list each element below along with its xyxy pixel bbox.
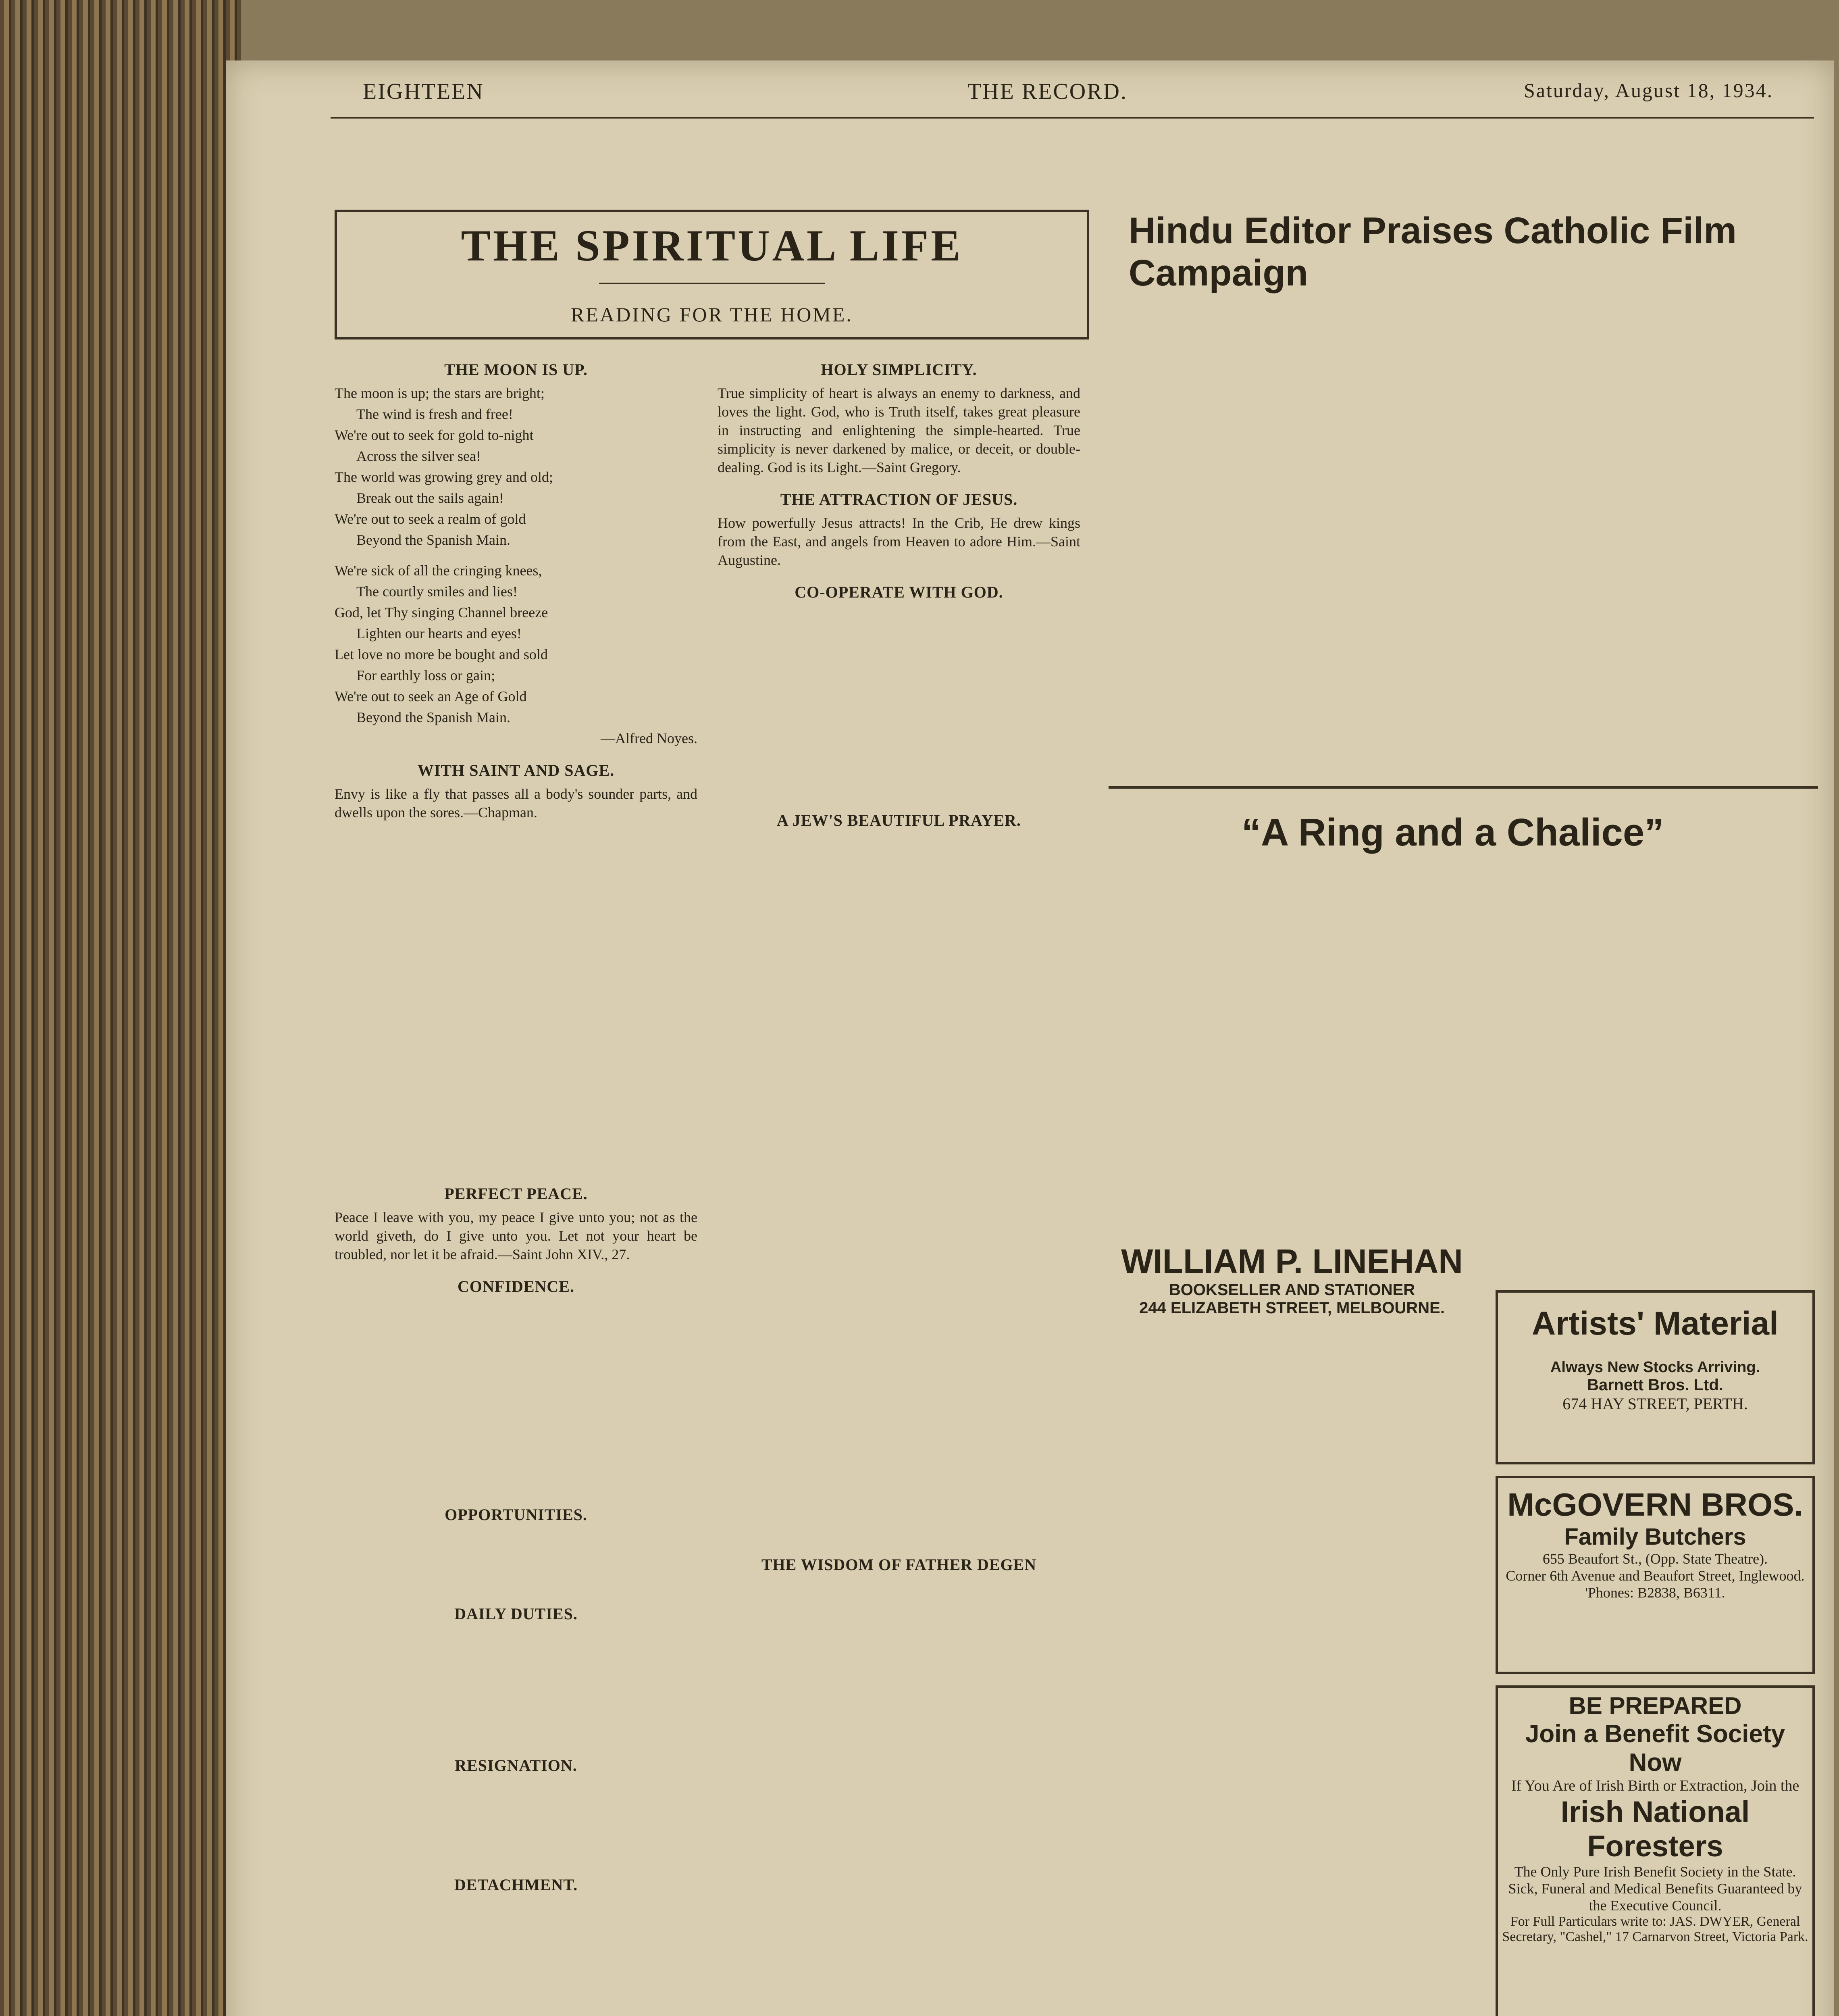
- artists-material-ad: [1496, 1290, 1815, 1464]
- moon-poem-line: The wind is fresh and free!: [356, 406, 513, 422]
- moon-poem-line: The world was growing grey and old;: [335, 469, 553, 485]
- saint-sage-text: Envy is like a fly that passes all a body's sounder parts, and dwells upon the sores.—Chapman.: [335, 786, 697, 821]
- mcgovern-line4: 'Phones: B2838, B6311.: [1585, 1585, 1725, 1601]
- spiritual-column-2: [718, 347, 1080, 1579]
- foresters-l1: BE PREPARED: [1569, 1692, 1742, 1719]
- spiritual-life-subtitle: READING FOR THE HOME.: [571, 303, 853, 326]
- moon-poem-line: The courtly smiles and lies!: [356, 583, 518, 600]
- attraction-heading: THE ATTRACTION OF JESUS.: [780, 490, 1018, 508]
- foresters-l6: Sick, Funeral and Medical Benefits Guaranteed by the Executive Council.: [1508, 1881, 1802, 1914]
- book-page-edges: [0, 0, 242, 2016]
- moon-poem-line: We're sick of all the cringing knees,: [335, 562, 542, 579]
- foresters-l3: If You Are of Irish Birth or Extraction, Join the: [1511, 1777, 1799, 1794]
- mcgovern-line3: Corner 6th Avenue and Beaufort Street, Inglewood.: [1506, 1568, 1805, 1584]
- mcgovern-title: McGOVERN BROS.: [1507, 1487, 1803, 1522]
- daily-duties-heading: DAILY DUTIES.: [454, 1605, 578, 1623]
- moon-poem: [335, 384, 697, 727]
- saint-sage-heading: WITH SAINT AND SAGE.: [417, 761, 615, 779]
- moon-poem-line: Lighten our hearts and eyes!: [356, 625, 522, 641]
- ring-chalice-headline: “A Ring and a Chalice”: [1242, 811, 1664, 854]
- detachment-heading: DETACHMENT.: [454, 1876, 578, 1894]
- spiritual-column-1: [335, 347, 697, 1899]
- linehan-name: WILLIAM P. LINEHAN: [1121, 1242, 1463, 1280]
- linehan-line2: 244 ELIZABETH STREET, MELBOURNE.: [1139, 1299, 1445, 1317]
- moon-poem-line: Beyond the Spanish Main.: [356, 532, 510, 548]
- jews-prayer-heading: A JEW'S BEAUTIFUL PRAYER.: [777, 811, 1021, 829]
- mcgovern-line2: 655 Beaufort St., (Opp. State Theatre).: [1542, 1551, 1768, 1567]
- holy-simplicity-text: True simplicity of heart is always an enemy to darkness, and loves the light. God, who is Truth itself, takes great pleasure in instructing and enlightening the simple-hearted. True simplicity is never darkened by malice, or deceit, or double-dealing. God is its Light.—Saint Gregory.: [718, 385, 1080, 475]
- moon-poem-line: God, let Thy singing Channel breeze: [335, 604, 548, 621]
- moon-poem-line: Across the silver sea!: [356, 448, 481, 464]
- cooperate-heading: CO-OPERATE WITH GOD.: [795, 583, 1003, 601]
- spiritual-life-title: THE SPIRITUAL LIFE: [461, 221, 963, 270]
- moon-poem-line: The moon is up; the stars are bright;: [335, 385, 545, 401]
- artists-title: Artists' Material: [1532, 1305, 1779, 1342]
- article-divider: [1109, 786, 1818, 789]
- moon-poem-line: For earthly loss or gain;: [356, 667, 495, 683]
- resignation-heading: RESIGNATION.: [455, 1756, 577, 1774]
- linehan-bookseller-ad: [1105, 1242, 1479, 2016]
- moon-author: —Alfred Noyes.: [601, 730, 697, 746]
- header-rule: [331, 117, 1814, 119]
- mcgovern-butchers-ad: [1496, 1476, 1815, 1674]
- foresters-l2: Join a Benefit Society Now: [1525, 1720, 1785, 1776]
- perfect-peace-heading: PERFECT PEACE.: [444, 1185, 588, 1203]
- irish-foresters-ad: [1496, 1685, 1815, 2016]
- opportunities-heading: OPPORTUNITIES.: [445, 1506, 587, 1524]
- page-number: EIGHTEEN: [363, 79, 484, 104]
- spiritual-life-banner: [335, 210, 1089, 339]
- artists-line2: Barnett Bros. Ltd.: [1587, 1376, 1723, 1394]
- foresters-l4: Irish National Foresters: [1560, 1795, 1750, 1863]
- newspaper-name: THE RECORD.: [967, 79, 1128, 104]
- foresters-l7: For Full Particulars write to: JAS. DWYER, General Secretary, "Cashel," 17 Carnarvon Street, Victoria Park.: [1502, 1914, 1808, 1944]
- moon-poem-line: Break out the sails again!: [356, 490, 504, 506]
- mcgovern-line1: Family Butchers: [1564, 1524, 1746, 1550]
- moon-poem-line: We're out to seek an Age of Gold: [335, 688, 527, 704]
- issue-date: Saturday, August 18, 1934.: [1524, 79, 1774, 102]
- perfect-peace-text: Peace I leave with you, my peace I give unto you; not as the world giveth, do I give unto you. Let not your heart be troubled, nor let it be afraid.—Saint John XIV., 27.: [335, 1209, 697, 1262]
- moon-poem-line: We're out to seek for gold to-night: [335, 427, 534, 443]
- holy-simplicity-heading: HOLY SIMPLICITY.: [821, 360, 977, 379]
- artists-line3: 674 HAY STREET, PERTH.: [1562, 1395, 1748, 1413]
- moon-poem-line: Let love no more be bought and sold: [335, 646, 548, 662]
- moon-poem-line: Beyond the Spanish Main.: [356, 709, 510, 725]
- artists-line1: Always New Stocks Arriving.: [1550, 1359, 1760, 1376]
- moon-poem-line: We're out to seek a realm of gold: [335, 511, 526, 527]
- confidence-heading: CONFIDENCE.: [458, 1277, 574, 1295]
- attraction-text: How powerfully Jesus attracts! In the Crib, He drew kings from the East, and angels from Heaven to adore Him.—Saint Augustine.: [718, 515, 1080, 568]
- moon-heading: THE MOON IS UP.: [444, 360, 588, 379]
- linehan-line1: BOOKSELLER AND STATIONER: [1169, 1281, 1415, 1299]
- hindu-editor-headline: Hindu Editor Praises Catholic Film Campaign: [1129, 210, 1737, 294]
- foresters-l5: The Only Pure Irish Benefit Society in the State.: [1514, 1864, 1796, 1880]
- wisdom-heading: THE WISDOM OF FATHER DEGEN: [761, 1556, 1037, 1574]
